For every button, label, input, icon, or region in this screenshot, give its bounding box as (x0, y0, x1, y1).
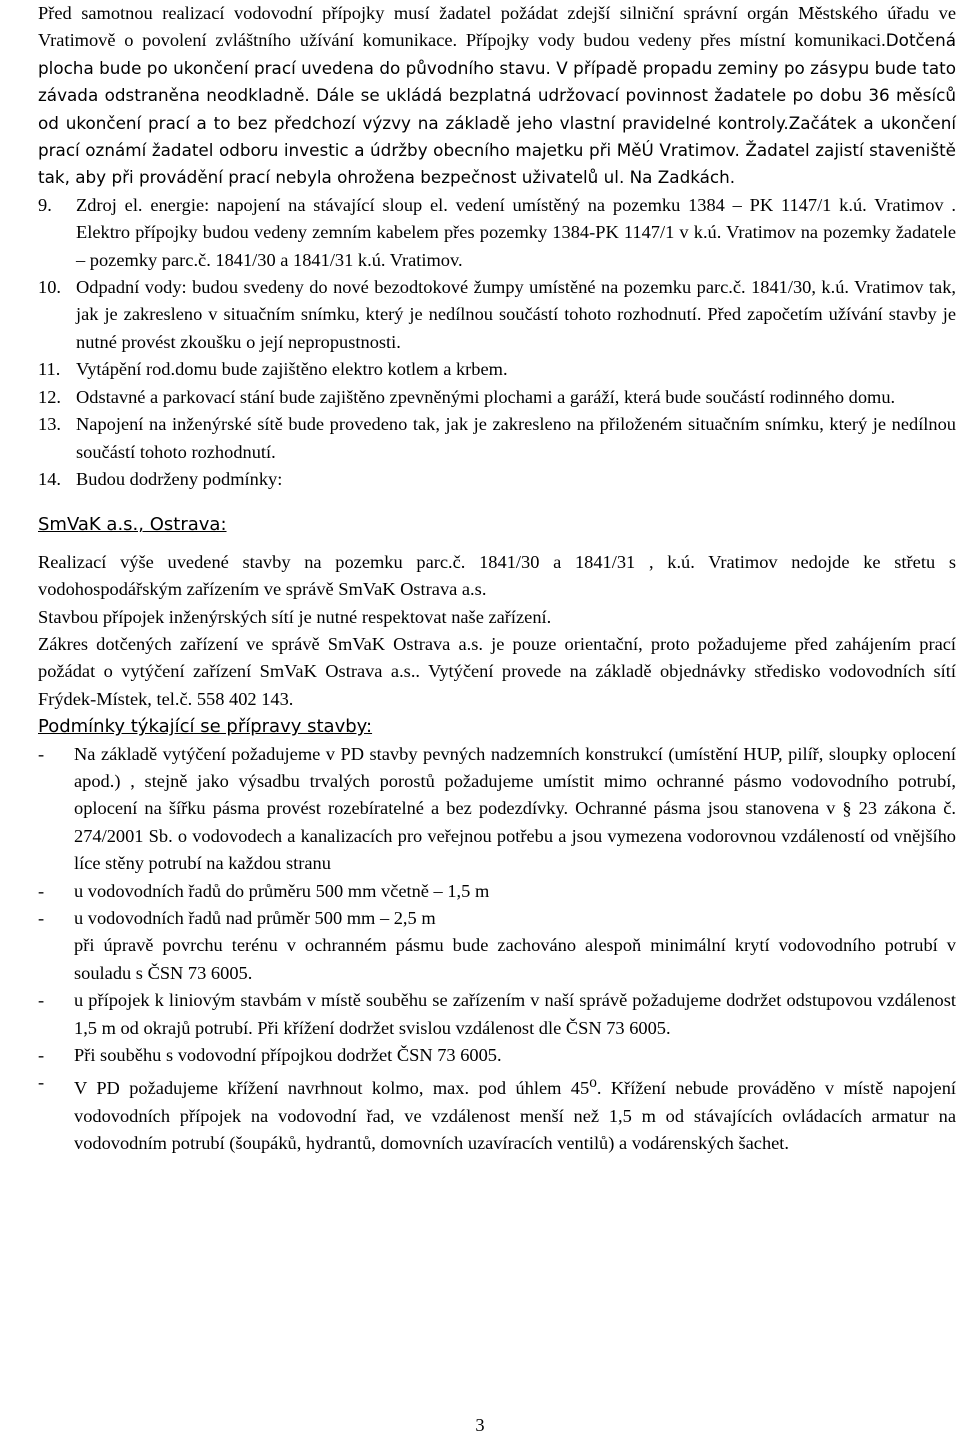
list-text: Odpadní vody: budou svedeny do nové bezodtokové žumpy umístěné na pozemku parc.č. 1841/30, k.ú. Vratimov tak, jak je zakresleno v situačním snímku, který je nedílnou součástí tohoto rozhodnutí. Před započetím užívání stavby je nutné provést zkoušku o její nepropustnosti. (76, 277, 956, 352)
intro-sentence-3: Dále se ukládá bezplatná udržovací povinnost žadatele po dobu 36 měsíců od ukončení prací a to bez předchozí výzvy na základě jeho vlastní pravidelné kontroly. (38, 85, 956, 133)
page-number: 3 (475, 1415, 485, 1435)
dash-item-3 (38, 905, 956, 932)
list-item-12 (38, 384, 956, 411)
dash-text: Při souběhu s vodovodní přípojkou dodržet ČSN 73 6005. (74, 1045, 502, 1066)
list-number: 11. (38, 359, 61, 380)
intro-paragraph (38, 0, 956, 192)
dash-item-2 (38, 878, 956, 905)
dash-item-1 (38, 741, 956, 878)
list-text: Zdroj el. energie: napojení na stávající sloup el. vedení umístěný na pozemku 1384 – PK 1147/1 k.ú. Vratimov . Elektro přípojky budou vedeny zemním kabelem přes pozemky 1384-PK 1147/1 v k.ú. Vratimov na pozemky žadatele – pozemky parc.č. 1841/30 a 1841/31 k.ú. Vratimov. (76, 194, 956, 270)
list-text: Vytápění rod.domu bude zajištěno elektro kotlem a krbem. (76, 359, 508, 380)
dash-marker: - (38, 880, 45, 901)
list-text: Odstavné a parkovací stání bude zajištěno zpevněnými plochami a garáží, která bude součástí rodinného domu. (76, 386, 896, 407)
dash-text: u vodovodních řadů do průměru 500 mm včetně – 1,5 m (74, 880, 490, 901)
dash-marker: - (38, 990, 45, 1011)
list-text: Napojení na inženýrské sítě bude provedeno tak, jak je zakresleno na přiloženém situačním snímku, který je nedílnou součástí tohoto rozhodnutí. (76, 414, 956, 462)
document-page (38, 0, 956, 1158)
intro-sentence-2: Dotčená plocha bude po ukončení prací uvedena do původního stavu. V případě propadu zeminy po zásypu bude tato závada odstraněna neodkladně. (38, 30, 956, 106)
list-item-10 (38, 274, 956, 356)
list-item-14 (38, 466, 956, 493)
dash-item-4 (38, 987, 956, 1042)
section-paragraph-1: Realizací výše uvedené stavby na pozemku parc.č. 1841/30 a 1841/31 , k.ú. Vratimov nedojde ke střetu s vodohospodářským zařízením ve správě SmVaK Ostrava a.s. (38, 551, 956, 600)
intro-sentence-1: Před samotnou realizací vodovodní přípojky musí žadatel požádat zdejší silniční správní orgán Městského úřadu ve Vratimově o povolení zvláštního užívání komunikace. Přípojky vody budou vedeny přes místní komunikaci. (38, 3, 956, 51)
dash-text-before: V PD požadujeme křížení navrhnout kolmo, max. pod úhlem 45 (74, 1078, 590, 1099)
list-text: Budou dodrženy podmínky: (76, 468, 283, 489)
section-paragraph-3: Zákres dotčených zařízení ve správě SmVaK Ostrava a.s. je pouze orientační, proto požadujeme před zahájením prací požádat o vytýčení zařízení SmVaK Ostrava a.s.. Vytýčení provede na základě objednávky středisko vodovodních sítí Frýdek-Místek, tel.č. 558 402 143. (38, 633, 956, 709)
sub-heading-conditions: Podmínky týkající se přípravy stavby: (38, 716, 373, 738)
dash-text: Na základě vytýčení požadujeme v PD stavby pevných nadzemních konstrukcí (umístění HUP, pilíř, sloupky oplocení apod.) , stejně jako výsadbu trvalých porostů požadujeme umístit mimo ochranné pásmo vodovodního potrubí, oplocení na šířku pásma provést rozebíratelné a bez podezdívky. Ochranné pásma jsou stanovena v § 23 zákona č. 274/2001 Sb. o vodovodech a kanalizacích pro veřejnou potřebu a jsou vymezena vodorovnou vzdáleností od vnějšího líce stěny potrubí na každou stranu (74, 743, 956, 874)
list-number: 13. (38, 414, 61, 435)
dash-marker: - (38, 1045, 45, 1066)
dash-text-after: . Křížení nebude prováděno v místě napojení vodovodních přípojek na vodovodní řad, ve vzdálenost menší než 1,5 m od stávajících ovládacích armatur na vodovodním potrubí (šoupáků, hydrantů, domovních uzavíracích ventilů) a vodárenských šachet. (74, 1078, 956, 1154)
list-item-9 (38, 192, 956, 274)
dash-text (74, 1069, 956, 1157)
dash-marker: - (38, 908, 45, 928)
dash-item-5 (38, 1042, 956, 1069)
dash-item-3-continuation: při úpravě povrchu terénu v ochranném pásmu bude zachováno alespoň minimální krytí vodovodního potrubí v souladu s ČSN 73 6005. (74, 935, 956, 983)
list-item-13 (38, 411, 956, 466)
dash-item-6 (38, 1069, 956, 1157)
list-number: 10. (38, 277, 61, 298)
intro-sentence-4: Začátek a ukončení prací oznámí žadatel odboru investic a údržby obecního majetku při MěÚ Vratimov. Žadatel zajistí staveniště tak, aby při provádění prací nebyla ohrožena bezpečnost uživatelů ul. Na Zadkách. (38, 112, 956, 188)
list-number: 14. (38, 468, 61, 489)
section-paragraph-2: Stavbou přípojek inženýrských sítí je nutné respektovat naše zařízení. (38, 606, 552, 627)
dash-marker: - (38, 1072, 45, 1093)
section-heading-smvak: SmVaK a.s., Ostrava: (38, 514, 227, 536)
dash-marker: - (38, 743, 45, 764)
list-number: 12. (38, 386, 61, 407)
dash-text: u přípojek k liniovým stavbám v místě souběhu se zařízením v naší správě požadujeme dodržet odstupovou vzdálenost 1,5 m od okrajů potrubí. Při křížení dodržet svislou vzdálenost dle ČSN 73 6005. (74, 990, 956, 1038)
dash-text: u vodovodních řadů nad průměr 500 mm – 2,5 m (74, 908, 436, 928)
degree-superscript: o (589, 1074, 597, 1092)
list-number: 9. (38, 194, 52, 215)
list-item-11 (38, 356, 956, 383)
